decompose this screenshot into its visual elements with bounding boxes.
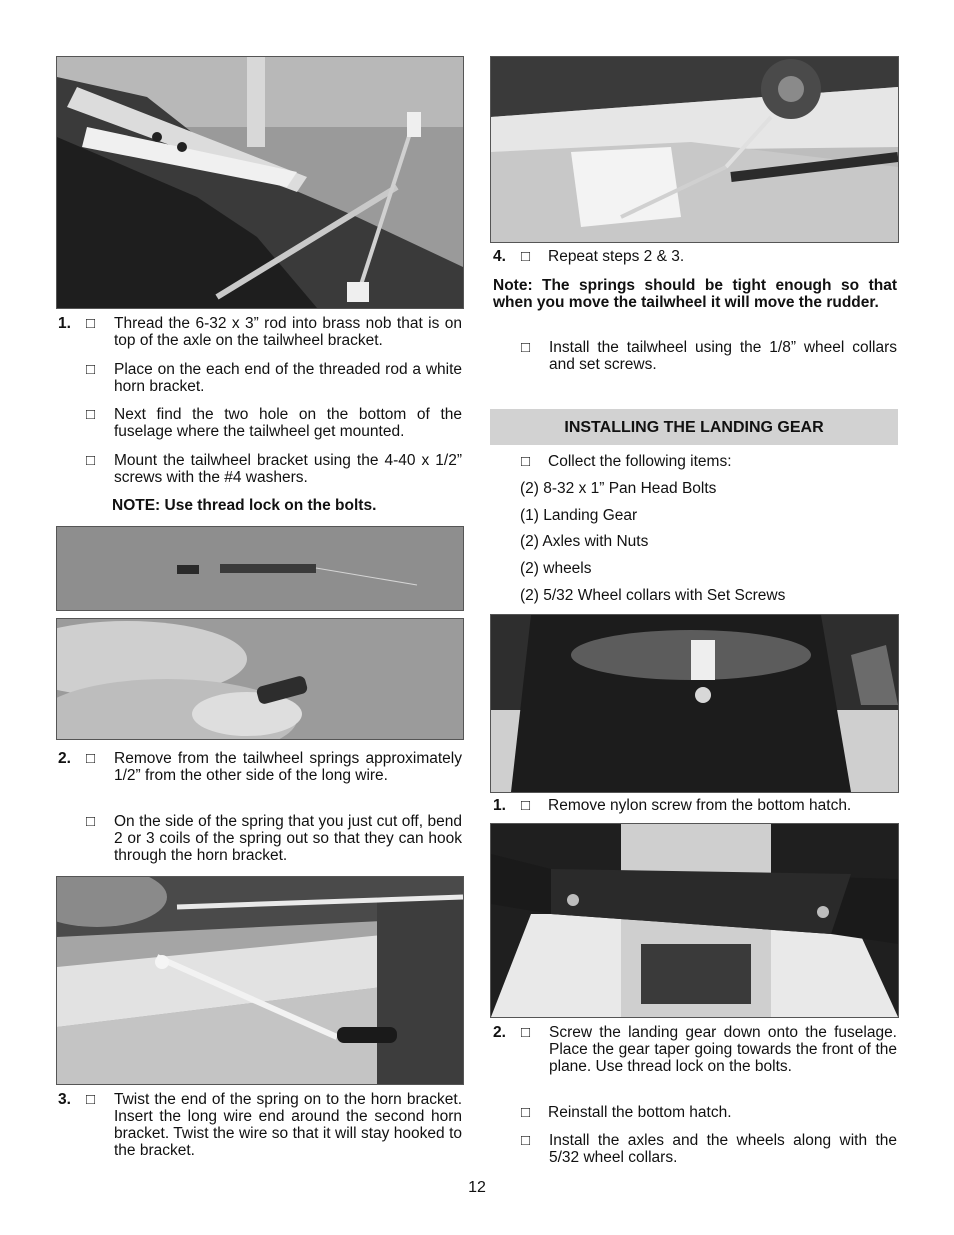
checkbox-icon[interactable]: □ [86, 813, 96, 830]
step-3 [58, 1091, 462, 1163]
step-1-sub-3 [58, 452, 462, 492]
step-text: Thread the 6-32 x 3” rod into brass nob that is on top of the axle on the tailwheel bracket. [114, 315, 462, 349]
checkbox-icon[interactable]: □ [521, 453, 531, 470]
step-number: 1. [58, 315, 71, 332]
checkbox-icon[interactable]: □ [86, 452, 96, 469]
checkbox-icon[interactable]: □ [521, 1024, 531, 1041]
checkbox-icon[interactable]: □ [521, 248, 531, 265]
horn-bracket-photo [56, 876, 464, 1085]
step-2-sub-1 [58, 813, 462, 869]
install-tailwheel-step [493, 339, 897, 379]
checkbox-icon[interactable]: □ [86, 315, 96, 332]
step-text: Mount the tailwheel bracket using the 4-40 x 1/2” screws with the #4 washers. [114, 452, 462, 486]
step-number: 1. [493, 797, 506, 814]
step-text: Screw the landing gear down onto the fuselage. Place the gear taper going towards the front of the plane. Use thread lock on the bolts. [549, 1024, 897, 1075]
step-number: 3. [58, 1091, 71, 1108]
rod-pieces-photo [56, 526, 464, 611]
step-text: Install the tailwheel using the 1/8” wheel collars and set screws. [549, 339, 897, 373]
note-body: The springs should be tight enough so that when you move the tailwheel it will move the rudder. [493, 277, 897, 311]
step-text: Place on the each end of the threaded rod a white horn bracket. [114, 361, 462, 395]
checkbox-icon[interactable]: □ [86, 750, 96, 767]
checkbox-icon[interactable]: □ [521, 1104, 531, 1121]
spring-in-fingers-photo [56, 618, 464, 740]
section-heading: INSTALLING THE LANDING GEAR [490, 409, 898, 445]
step-text: Collect the following items: [548, 453, 732, 470]
lg-step-2-sub-2 [493, 1132, 897, 1172]
lg-step-2 [493, 1024, 897, 1096]
bottom-hatch-photo [490, 614, 899, 793]
parts-list-item: (1) Landing Gear [520, 507, 638, 524]
step-text: Remove from the tailwheel springs approximately 1/2” from the other side of the long wire. [114, 750, 462, 784]
springs-note [493, 277, 897, 333]
note-text [493, 277, 897, 311]
step-1 [58, 315, 462, 355]
checkbox-icon[interactable]: □ [521, 339, 531, 356]
landing-gear-photo [490, 823, 899, 1018]
step-text: Install the axles and the wheels along with the 5/32 wheel collars. [549, 1132, 897, 1166]
parts-list-item: (2) 8-32 x 1” Pan Head Bolts [520, 480, 717, 497]
step-number: 4. [493, 248, 506, 265]
step-4 [493, 248, 897, 268]
step-1-sub-1 [58, 361, 462, 401]
lg-step-1 [493, 797, 897, 817]
parts-list-item: (2) Axles with Nuts [520, 533, 649, 550]
step-1-sub-2 [58, 406, 462, 446]
checkbox-icon[interactable]: □ [521, 797, 531, 814]
thread-lock-note: NOTE: Use thread lock on the bolts. [112, 497, 377, 514]
note-label: Note: [493, 277, 533, 294]
step-text: Repeat steps 2 & 3. [548, 248, 685, 265]
step-text: Remove nylon screw from the bottom hatch. [548, 797, 852, 814]
checkbox-icon[interactable]: □ [86, 406, 96, 423]
tailwheel-installed-photo [490, 56, 899, 243]
parts-list-item: (2) 5/32 Wheel collars with Set Screws [520, 587, 786, 604]
checkbox-icon[interactable]: □ [86, 361, 96, 378]
tailwheel-bracket-photo [56, 56, 464, 309]
page-number: 12 [468, 1179, 486, 1196]
step-number: 2. [58, 750, 71, 767]
parts-list-item: (2) wheels [520, 560, 592, 577]
step-text: Reinstall the bottom hatch. [548, 1104, 732, 1121]
checkbox-icon[interactable]: □ [521, 1132, 531, 1149]
checkbox-icon[interactable]: □ [86, 1091, 96, 1108]
step-text: Twist the end of the spring on to the horn bracket. Insert the long wire end around the second horn bracket. Twist the wire so that it will stay hooked to the bracket. [114, 1091, 462, 1159]
collect-items-step [493, 453, 897, 473]
step-number: 2. [493, 1024, 506, 1041]
step-2 [58, 750, 462, 806]
lg-step-2-sub-1 [493, 1104, 897, 1124]
step-text: Next find the two hole on the bottom of the fuselage where the tailwheel get mounted. [114, 406, 462, 440]
step-text: On the side of the spring that you just cut off, bend 2 or 3 coils of the spring out so that they can hook through the horn bracket. [114, 813, 462, 864]
